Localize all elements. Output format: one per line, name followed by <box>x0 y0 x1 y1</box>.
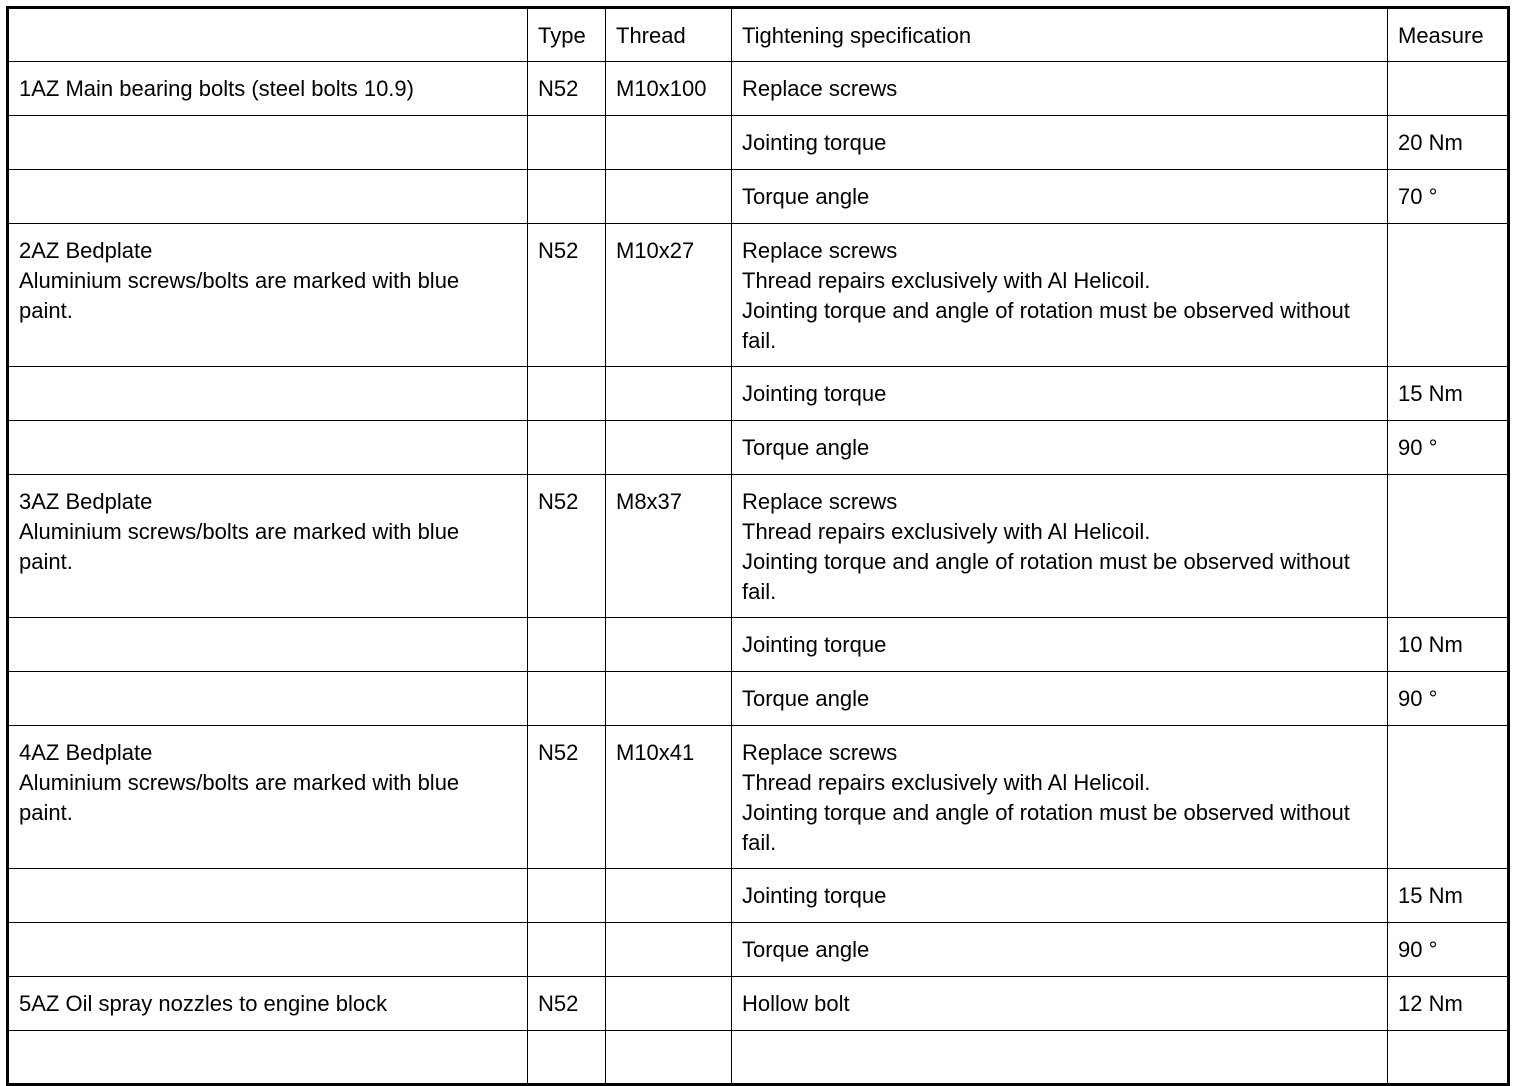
cell-type <box>528 116 606 170</box>
table-row <box>8 116 1509 170</box>
cell-type <box>528 618 606 672</box>
table-row <box>8 923 1509 977</box>
cell-type: N52 <box>528 475 606 618</box>
cell-measure: 70 ° <box>1388 170 1509 224</box>
cell-component <box>8 672 528 726</box>
cell-component <box>8 170 528 224</box>
table-row <box>8 367 1509 421</box>
cell-spec: Replace screws Thread repairs exclusively with Al Helicoil. Jointing torque and angle of rotation must be observed without fail. <box>732 726 1388 869</box>
cell-component: 4AZ Bedplate Aluminium screws/bolts are marked with blue paint. <box>8 726 528 869</box>
cell-measure <box>1388 224 1509 367</box>
cell-thread: M10x27 <box>606 224 732 367</box>
cell-component: 3AZ Bedplate Aluminium screws/bolts are marked with blue paint. <box>8 475 528 618</box>
cell-type <box>528 672 606 726</box>
cell-measure <box>1388 62 1509 116</box>
cell-component <box>8 1031 528 1085</box>
cell-component <box>8 923 528 977</box>
cell-thread <box>606 1031 732 1085</box>
cell-measure <box>1388 475 1509 618</box>
cell-thread <box>606 672 732 726</box>
cell-component: 5AZ Oil spray nozzles to engine block <box>8 977 528 1031</box>
cell-thread: M10x41 <box>606 726 732 869</box>
cell-thread: M8x37 <box>606 475 732 618</box>
header-spec: Tightening specification <box>732 8 1388 62</box>
cell-type <box>528 1031 606 1085</box>
table-row <box>8 618 1509 672</box>
cell-type <box>528 170 606 224</box>
tightening-spec-table <box>6 6 1510 1086</box>
cell-measure: 15 Nm <box>1388 367 1509 421</box>
cell-measure <box>1388 1031 1509 1085</box>
cell-spec: Replace screws Thread repairs exclusively with Al Helicoil. Jointing torque and angle of rotation must be observed without fail. <box>732 224 1388 367</box>
cell-thread <box>606 116 732 170</box>
cell-measure: 90 ° <box>1388 923 1509 977</box>
cell-thread: M10x100 <box>606 62 732 116</box>
cell-component <box>8 421 528 475</box>
cell-type: N52 <box>528 62 606 116</box>
cell-thread <box>606 367 732 421</box>
cell-measure <box>1388 726 1509 869</box>
table-row <box>8 977 1509 1031</box>
cell-spec: Torque angle <box>732 170 1388 224</box>
cell-spec: Hollow bolt <box>732 977 1388 1031</box>
cell-spec: Jointing torque <box>732 367 1388 421</box>
cell-thread <box>606 977 732 1031</box>
cell-component <box>8 116 528 170</box>
cell-measure: 20 Nm <box>1388 116 1509 170</box>
cell-type <box>528 367 606 421</box>
cell-measure: 90 ° <box>1388 672 1509 726</box>
cell-spec: Replace screws <box>732 62 1388 116</box>
cell-component <box>8 367 528 421</box>
table-row <box>8 170 1509 224</box>
cell-thread <box>606 869 732 923</box>
cell-thread <box>606 923 732 977</box>
cell-thread <box>606 170 732 224</box>
table-row <box>8 475 1509 618</box>
header-thread: Thread <box>606 8 732 62</box>
cell-spec <box>732 1031 1388 1085</box>
cell-thread <box>606 421 732 475</box>
cell-component <box>8 618 528 672</box>
table-row <box>8 62 1509 116</box>
table-row <box>8 421 1509 475</box>
cell-spec: Torque angle <box>732 421 1388 475</box>
cell-type: N52 <box>528 726 606 869</box>
cell-component: 2AZ Bedplate Aluminium screws/bolts are marked with blue paint. <box>8 224 528 367</box>
cell-measure: 90 ° <box>1388 421 1509 475</box>
cell-type <box>528 421 606 475</box>
cell-measure: 10 Nm <box>1388 618 1509 672</box>
table-row <box>8 672 1509 726</box>
cell-thread <box>606 618 732 672</box>
header-type: Type <box>528 8 606 62</box>
cell-spec: Replace screws Thread repairs exclusively with Al Helicoil. Jointing torque and angle of rotation must be observed without fail. <box>732 475 1388 618</box>
cell-type <box>528 923 606 977</box>
table-row <box>8 1031 1509 1085</box>
cell-spec: Jointing torque <box>732 116 1388 170</box>
cell-type: N52 <box>528 977 606 1031</box>
cell-measure: 15 Nm <box>1388 869 1509 923</box>
cell-measure: 12 Nm <box>1388 977 1509 1031</box>
table-row <box>8 869 1509 923</box>
header-row <box>8 8 1509 62</box>
cell-type <box>528 869 606 923</box>
cell-type: N52 <box>528 224 606 367</box>
header-component <box>8 8 528 62</box>
cell-component: 1AZ Main bearing bolts (steel bolts 10.9) <box>8 62 528 116</box>
header-measure: Measure <box>1388 8 1509 62</box>
cell-component <box>8 869 528 923</box>
cell-spec: Torque angle <box>732 923 1388 977</box>
cell-spec: Jointing torque <box>732 618 1388 672</box>
table-row <box>8 224 1509 367</box>
table-row <box>8 726 1509 869</box>
cell-spec: Jointing torque <box>732 869 1388 923</box>
cell-spec: Torque angle <box>732 672 1388 726</box>
